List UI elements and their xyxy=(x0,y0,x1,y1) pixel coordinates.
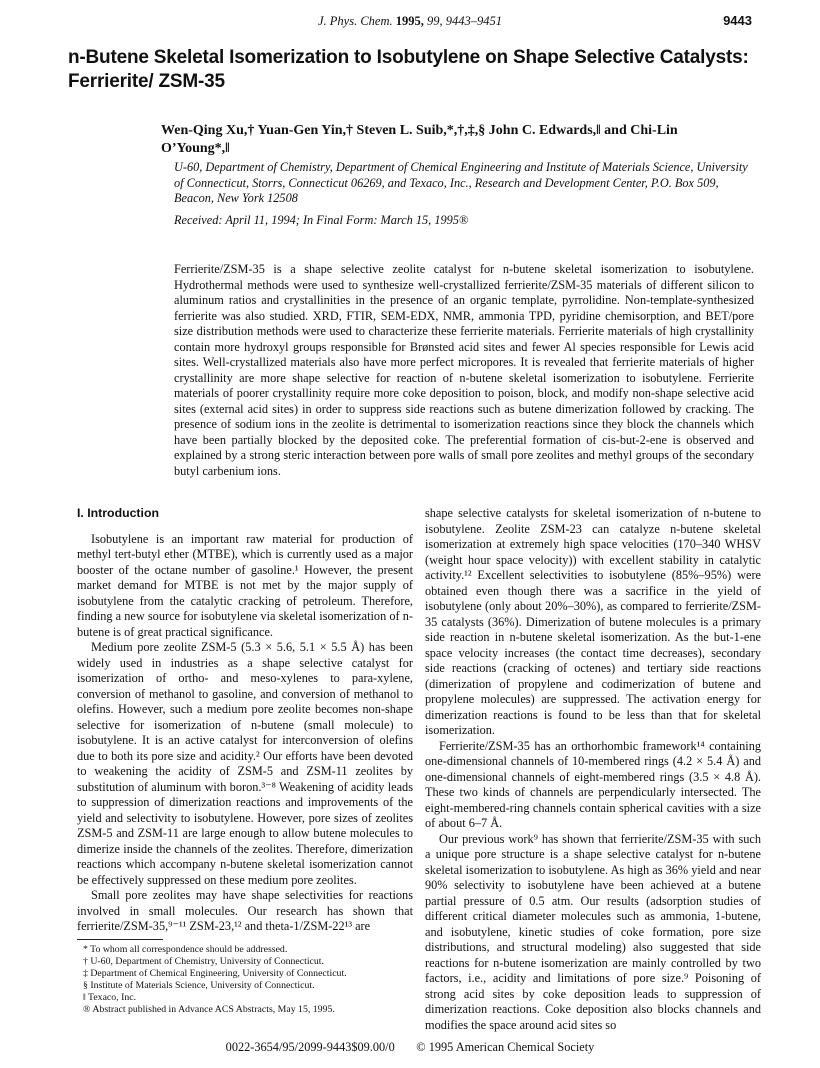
footnote: ® Abstract published in Advance ACS Abstracts, May 15, 1995. xyxy=(83,1004,335,1015)
footnote: § Institute of Materials Science, University of Connecticut. xyxy=(83,980,315,991)
paragraph: Small pore zeolites may have shape selectivities for reactions involved in small molecules. Our research has shown that ferrierite/ZSM-35,⁹⁻¹¹ ZSM-23,¹² and theta-1/ZSM-22¹³ are xyxy=(77,888,413,933)
affiliation: U-60, Department of Chemistry, Department of Chemical Engineering and Institute of Materials Science, University of Connecticut, Storrs, Connecticut 06269, and Texaco, Inc., Research and Development Center, P.O. Box 509, Beacon, New York 12508 xyxy=(174,160,748,205)
footnote: † U-60, Department of Chemistry, University of Connecticut. xyxy=(83,956,324,967)
footnote: * To whom all correspondence should be addressed. xyxy=(83,944,288,955)
abstract: Ferrierite/ZSM-35 is a shape selective zeolite catalyst for n-butene skeletal isomerization to isobutylene. Hydrothermal methods were used to synthesize well-crystallized ferrierite/ZSM-35 materials of different silicon to aluminum ratios and crystallinities in the presence of an organic template, pyrrolidine. Non-template-synthesized ferrierite was also studied. XRD, FTIR, SEM-EDX, NMR, ammonia TPD, pyridine chemisorption, and BET/pore size distribution methods were used to characterize these ferrierite materials. Ferrierite materials of high crystallinity contain more hydroxyl groups responsible for Brønsted acid sites and fewer Al species responsible for Lewis acid sites. Well-crystallized materials also have more perfect micropores. It is revealed that ferrierite materials of higher crystallinity are more shape selective for reaction of n-butene skeletal isomerization to isobutylene. Ferrierite materials of poorer crystallinity require more coke deposition to poison, block, and modify non-shape selective acid sites (external acid sites) in order to suppress side reactions such as butene dimerization followed by cracking. The presence of sodium ions in the zeolite is detrimental to isomerization reactions since they block the channels which have been partially blocked by the deposited coke. The preferential formation of cis-but-2-ene is observed and explained by a strong steric interaction between pore walls of small pore zeolites and methyl groups of the secondary butyl carbenium ions. xyxy=(174,262,754,478)
paragraph: shape selective catalysts for skeletal isomerization of n-butene to isobutylene. Zeolite ZSM-23 can catalyze n-butene skeletal isomerization at extremely high space velocities (170–340 WHSV (weight hour space velocity)) with excellent stability in catalytic activity.¹² Excellent selectivities to isobutylene (85%–95%) were obtained even though there was a sacrifice in the yield of isobutylene (only about 20%–30%), as compared to ferrierite/ZSM-35 catalysts (36%). Dimerization of butene molecules is a primary side reaction in n-butene skeletal isomerization. As the but-1-ene space velocity increases (the contact time decreases), secondary side reactions (cracking of octenes) and tertiary side reactions (dimerization of propylene and codimerization of butene and propylene molecules) are suppressed. The activation energy for dimerization reactions is found to be less than that for skeletal isomerization. xyxy=(425,506,761,737)
section-heading: I. Introduction xyxy=(77,506,159,520)
page-footer xyxy=(0,1040,820,1055)
journal-name: J. Phys. Chem. xyxy=(317,14,393,28)
article-code: 0022-3654/95/2099-9443$09.00/0 xyxy=(225,1040,395,1054)
received-date: Received: April 11, 1994; In Final Form: March 15, 1995® xyxy=(174,213,469,227)
left-column xyxy=(77,506,413,935)
footnote-divider xyxy=(77,939,163,940)
journal-year: 1995, xyxy=(395,14,424,28)
right-column xyxy=(425,506,761,1033)
footnote: ‡ Department of Chemical Engineering, University of Connecticut. xyxy=(83,968,347,979)
footnotes xyxy=(77,944,413,1016)
paragraph: Our previous work⁹ has shown that ferrierite/ZSM-35 with such a unique pore structure is a shape selective catalyst for n-butene skeletal isomerization to isobutylene. As high as 36% yield and near 90% selectivity to isobutylene have been achieved at a butene partial pressure of 0.5 atm. Our results (adsorption studies of different critical diameter molecules such as ammonia, 1-butene, and isobutylene, kinetic studies of coke formation, pore size distributions, and structural modeling) also suggested that side reactions for n-butene isomerization are mainly controlled by two factors, i.e., acidity and limitations of pore size.⁹ Poisoning of strong acid sites by coke deposition leads to suppression of dimerization reactions. Coke deposition also blocks channels and modifies the space around acid sites so xyxy=(425,831,761,1032)
paragraph: Medium pore zeolite ZSM-5 (5.3 × 5.6, 5.1 × 5.5 Å) has been widely used in industries as a shape selective catalyst for isomerization of ortho- and meso-xylenes to para-xylene, conversion of methanol to gasoline, and conversion of methanol to olefins. However, such a medium pore zeolite becomes non-shape selective for isomerization of n-butene (small molecule) to isobutylene. It is an active catalyst for interconversion of olefins due to both its pore size and acidity.² Our efforts have been devoted to weakening the acidity of ZSM-5 and ZSM-11 zeolites by substitution of aluminum with boron.³⁻⁸ Weakening of acidity leads to suppression of dimerization reactions and improvements of the yield and selectivity to isobutylene. However, pore sizes of zeolites ZSM-5 and ZSM-11 are large enough to allow butene molecules to dimerize inside the channels of the zeolites. Therefore, dimerization reactions which accompany n-butene skeletal isomerization cannot be effectively suppressed on these medium pore zeolites. xyxy=(77,640,413,887)
paragraph: Isobutylene is an important raw material for production of methyl tert-butyl ether (MTBE), which is currently used as a major booster of the octane number of gasoline.¹ However, the present market demand for MTBE is not met by the major supply of isobutylene from the catalytic cracking of petroleum. Therefore, finding a new source for isobutylene via skeletal isomerization of n-butene is of great practical significance. xyxy=(77,531,413,639)
footnote: ‖ Texaco, Inc. xyxy=(83,992,137,1003)
author-list: Wen-Qing Xu,† Yuan-Gen Yin,† Steven L. Suib,*,†,‡,§ John C. Edwards,‖ and Chi-Lin O’Young*,‖ xyxy=(161,123,678,156)
journal-header xyxy=(0,14,820,29)
journal-pages: 9443–9451 xyxy=(445,14,502,28)
copyright: © 1995 American Chemical Society xyxy=(416,1040,595,1054)
page-number: 9443 xyxy=(723,13,752,28)
paragraph: Ferrierite/ZSM-35 has an orthorhombic framework¹⁴ containing one-dimensional channels of 10-membered rings (4.2 × 5.4 Å) and one-dimensional channels of eight-membered rings (3.5 × 4.8 Å). These two kinds of channels are perpendicularly intersected. The eight-membered-ring channels contain spherical cavities with a size of about 6–7 Å. xyxy=(425,738,761,830)
journal-volume: 99, xyxy=(427,14,443,28)
article-title: n-Butene Skeletal Isomerization to Isobutylene on Shape Selective Catalysts: Ferrierite/ ZSM-35 xyxy=(68,47,749,92)
